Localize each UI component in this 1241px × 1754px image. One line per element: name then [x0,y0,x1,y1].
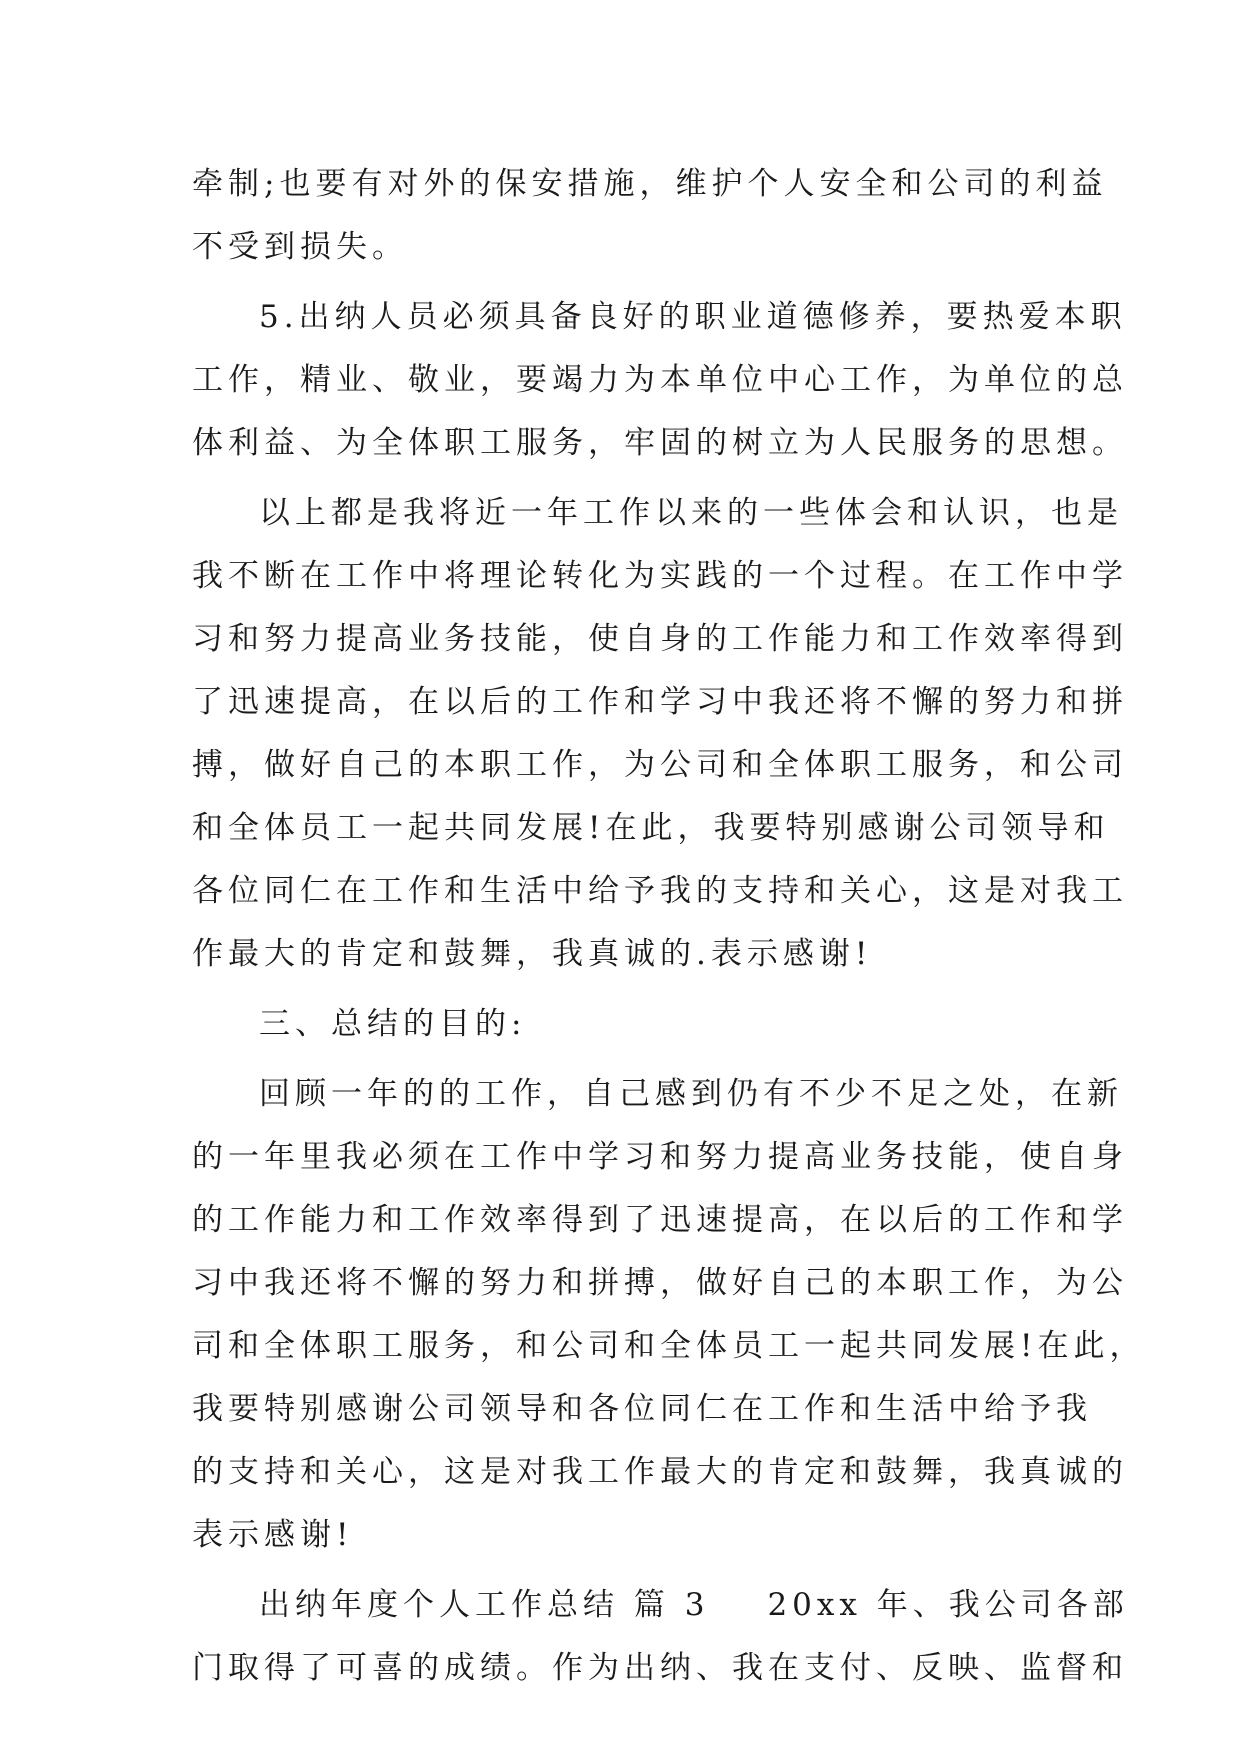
text-line: 的支持和关心，这是对我工作最大的肯定和鼓舞，我真诚的 [192,1454,1128,1490]
text-line: 体利益、为全体职工服务，牢固的树立为人民服务的思想。 [192,425,1128,461]
article-title: 出纳年度个人工作总结 篇 3 [259,1587,710,1623]
text-line: 了迅速提高，在以后的工作和学习中我还将不懈的努力和拼 [192,684,1128,720]
text-line: 和全体员工一起共同发展!在此，我要特别感谢公司领导和 [192,810,1110,846]
text-line: 表示感谢! [192,1517,354,1553]
text-line: 各位同仁在工作和生活中给予我的支持和关心，这是对我工 [192,873,1128,909]
text-line: 习和努力提高业务技能，使自身的工作能力和工作效率得到 [192,621,1128,657]
text-line: 搏，做好自己的本职工作，为公司和全体职工服务，和公司 [192,747,1128,783]
paragraph-start: 以上都是我将近一年工作以来的一些体会和认识，也是 [259,495,1123,531]
text-line: 司和全体职工服务，和公司和全体员工一起共同发展!在此， [192,1328,1146,1364]
text-line: 习中我还将不懈的努力和拼搏，做好自己的本职工作，为公 [192,1265,1128,1301]
text-line: 的工作能力和工作效率得到了迅速提高，在以后的工作和学 [192,1202,1128,1238]
text-line: 门取得了可喜的成绩。作为出纳、我在支付、反映、监督和 [192,1650,1128,1686]
article-intro: 20xx 年、我公司各部 [767,1587,1129,1623]
text-line: 我要特别感谢公司领导和各位同仁在工作和生活中给予我 [192,1391,1092,1427]
document-page [192,153,1146,1700]
text-line: 的一年里我必须在工作中学习和努力提高业务技能，使自身 [192,1139,1128,1175]
text-line: 我不断在工作中将理论转化为实践的一个过程。在工作中学 [192,558,1128,594]
numbered-item-5: 5.出纳人员必须具备良好的职业道德修养，要热爱本职 [259,299,1127,335]
text-line: 牵制;也要有对外的保安措施，维护个人安全和公司的利益 [192,166,1108,202]
text-line: 不受到损失。 [192,229,408,265]
text-line: 作最大的肯定和鼓舞，我真诚的.表示感谢! [192,936,873,972]
text-line: 工作，精业、敬业，要竭力为本单位中心工作，为单位的总 [192,362,1128,398]
article-title-line [192,1574,1129,1637]
section-heading: 三、总结的目的: [259,1006,527,1042]
paragraph-start: 回顾一年的的工作，自己感到仍有不少不足之处，在新 [259,1076,1123,1112]
